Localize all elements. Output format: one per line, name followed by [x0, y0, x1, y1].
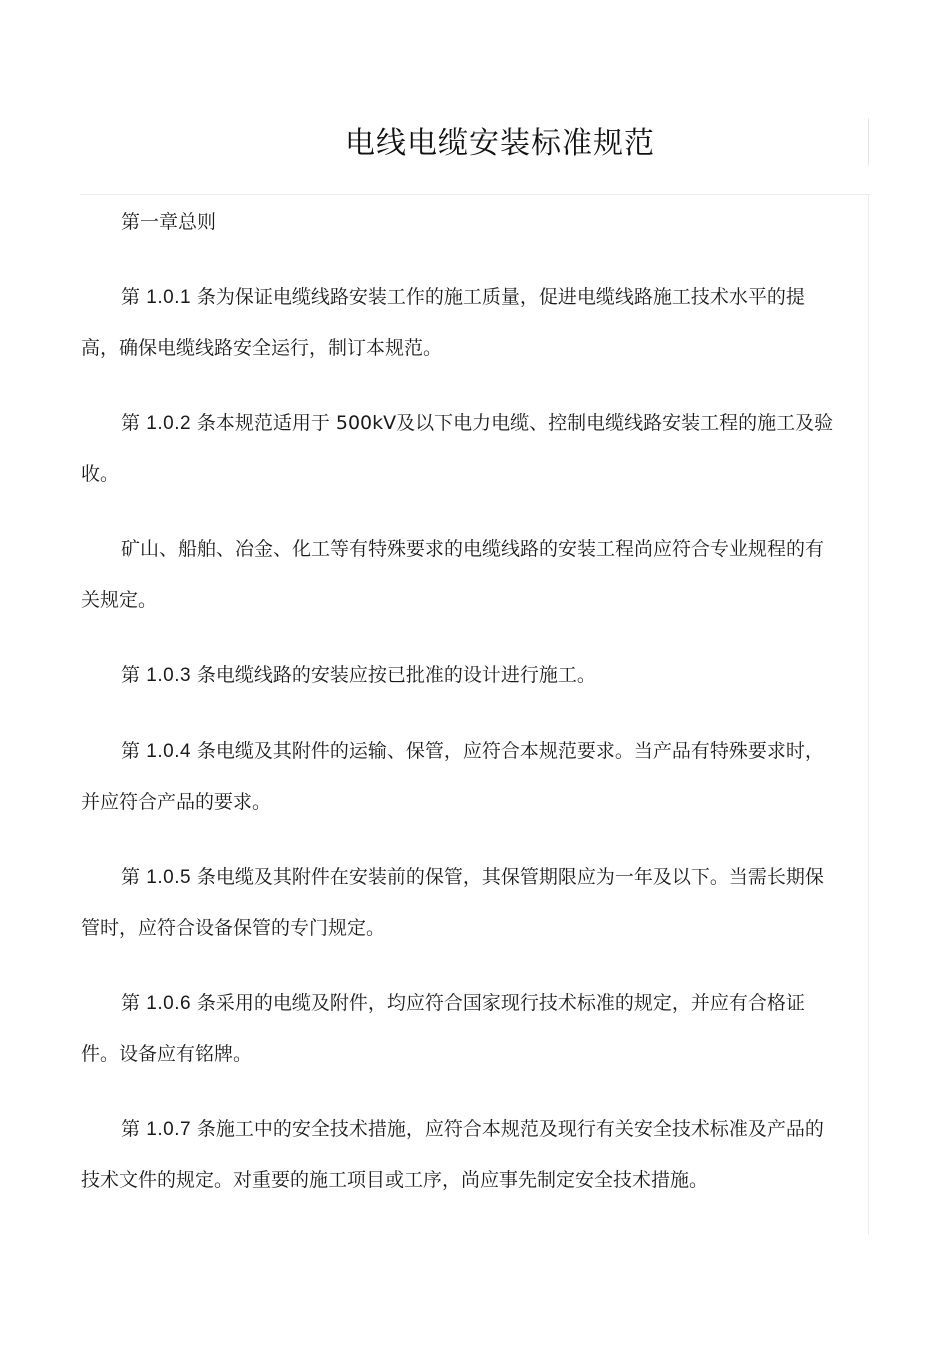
margin-rule	[868, 195, 869, 1235]
clause-number: 第 1.0.5	[121, 867, 197, 888]
clause-number: 第 1.0.1	[121, 287, 197, 308]
clause-text: 矿山、船舶、冶金、化工等有特殊要求的电缆线路的安装工程尚应符合专业规程的有关规定。	[81, 538, 825, 611]
margin-rule-top	[868, 118, 869, 166]
clause-number: 第 1.0.7	[121, 1119, 197, 1140]
clause-text: 条本规范适用于 500kV及以下电力电缆、控制电缆线路安装工程的施工及验收。	[81, 412, 834, 485]
paragraph-1-0-1	[81, 272, 836, 373]
clause-number: 第 1.0.4	[121, 741, 197, 762]
header-divider	[80, 194, 870, 195]
paragraph-1-0-6	[81, 978, 836, 1079]
paragraph-1-0-2	[81, 398, 836, 499]
page-title: 电线电缆安装标准规范	[345, 126, 655, 161]
clause-text: 条施工中的安全技术措施，应符合本规范及现行有关安全技术标准及产品的技术文件的规定。对重要的施工项目或工序，尚应事先制定安全技术措施。	[81, 1118, 824, 1191]
paragraph-1-0-3	[81, 650, 836, 701]
clause-text: 条为保证电缆线路安装工作的施工质量，促进电缆线路施工技术水平的提高，确保电缆线路安全运行，制订本规范。	[81, 286, 805, 359]
clause-text: 条采用的电缆及附件，均应符合国家现行技术标准的规定，并应有合格证件。设备应有铭牌。	[81, 992, 805, 1065]
chapter-heading: 第一章总则	[121, 211, 217, 233]
paragraph-1-0-2-continued	[81, 524, 836, 625]
document-body	[81, 197, 836, 1230]
clause-number: 第 1.0.3	[121, 665, 197, 686]
paragraph-1-0-4	[81, 726, 836, 827]
clause-text: 条电缆线路的安装应按已批准的设计进行施工。	[196, 664, 596, 686]
clause-number: 第 1.0.2	[121, 413, 197, 434]
clause-text: 条电缆及其附件的运输、保管，应符合本规范要求。当产品有特殊要求时，并应符合产品的要求。	[81, 740, 824, 813]
clause-text: 条电缆及其附件在安装前的保管，其保管期限应为一年及以下。当需长期保管时，应符合设备保管的专门规定。	[81, 866, 824, 939]
paragraph-1-0-5	[81, 852, 836, 953]
clause-number: 第 1.0.6	[121, 993, 197, 1014]
paragraph-1-0-7	[81, 1104, 836, 1205]
